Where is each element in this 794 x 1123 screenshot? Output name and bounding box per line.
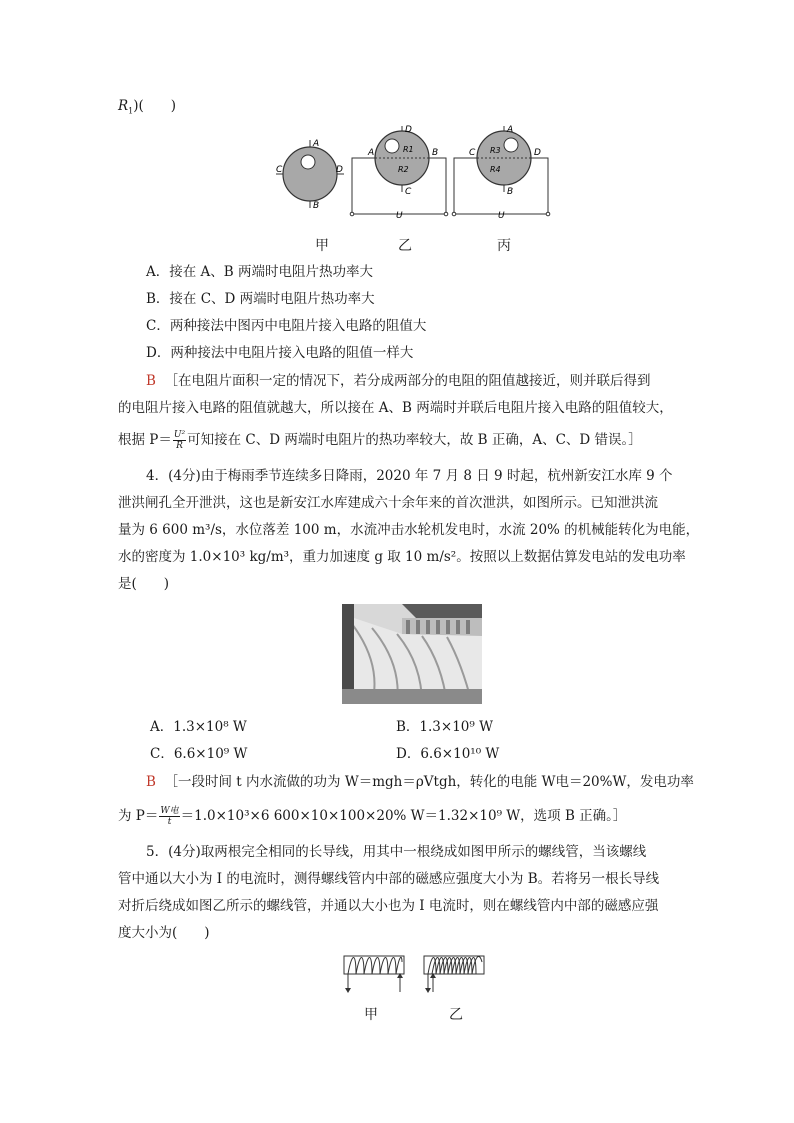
q5-line-3: 对折后绕成如图乙所示的螺线管，并通以大小也为 I 电流时，则在螺线管内中部的磁感应强 xyxy=(118,898,659,914)
label-d-yi: D xyxy=(405,125,412,135)
label-a-bing: A xyxy=(507,125,514,135)
q3-option-d: D．两种接法中电阻片接入电路的阻值一样大 xyxy=(146,345,414,361)
q5-caption-jia: 甲 xyxy=(364,1007,378,1023)
q3-explanation-1 xyxy=(146,371,651,391)
hole-bing xyxy=(504,138,518,152)
label-c-yi: C xyxy=(405,187,412,197)
q4-explanation-pre: 为 P＝ xyxy=(118,808,159,824)
q3-fraction xyxy=(173,430,186,451)
coil-jia xyxy=(348,957,402,974)
q4-fraction xyxy=(159,806,179,827)
q4-option-c: C．6.6×10⁹ W xyxy=(150,746,248,762)
label-b: B xyxy=(313,201,320,211)
q4-line-1: 4．(4分)由于梅雨季节连续多日降雨，2020 年 7 月 8 日 9 时起，杭州新安江水库 9 个 xyxy=(146,468,673,484)
label-u-bing: U xyxy=(498,211,505,221)
q3-explanation-3 xyxy=(118,430,642,451)
dam-spillway-photo xyxy=(342,604,482,704)
figure-yi xyxy=(350,125,448,221)
stub-sub: 1 xyxy=(128,106,134,116)
label-b-bing: B xyxy=(507,187,514,197)
caption-jia: 甲 xyxy=(315,238,329,254)
q3-explanation-pre: 根据 P＝ xyxy=(118,432,172,448)
q4-option-b: B．1.3×10⁹ W xyxy=(396,719,493,735)
terminal-right-yi xyxy=(444,212,448,216)
label-r2: R2 xyxy=(398,165,409,174)
stub-label: R xyxy=(118,98,129,114)
q3-option-a: A．接在 A、B 两端时电阻片热功率大 xyxy=(146,264,374,280)
q3-option-b: B．接在 C、D 两端时电阻片热功率大 xyxy=(146,291,375,307)
q4-answer-letter: B xyxy=(146,774,156,790)
terminal-right-bing xyxy=(546,212,550,216)
q3-option-c: C．两种接法中图丙中电阻片接入电路的阻值大 xyxy=(146,318,427,334)
label-u-yi: U xyxy=(396,211,403,221)
label-c: C xyxy=(276,165,283,175)
label-a: A xyxy=(313,139,320,149)
q4-explanation-post: ＝1.0×10³×6 600×10×100×20% W＝1.32×10⁹ W，选项 B 正确。］ xyxy=(180,808,627,824)
arrow-in-yi xyxy=(425,988,431,993)
q5-line-2: 管中通以大小为 I 的电流时，测得螺线管内中部的磁感应强度大小为 B。若将另一根长导线 xyxy=(118,871,660,887)
q4-line-4: 水的密度为 1.0×10³ kg/m³，重力加速度 g 取 10 m/s²。按照以上数据估算发电站的发电功率 xyxy=(118,549,686,565)
stub-tail: )( ) xyxy=(133,98,177,114)
caption-bing: 丙 xyxy=(497,238,511,254)
label-r1: R1 xyxy=(403,145,414,154)
q3-explanation-text-1: ［在电阻片面积一定的情况下，若分成两部分的电阻的阻值越接近，则并联后得到 xyxy=(164,373,651,389)
label-d: D xyxy=(336,165,343,175)
question-stub xyxy=(118,96,176,122)
label-d-bing: D xyxy=(534,148,541,158)
solenoid-figure xyxy=(338,950,498,1000)
q4-line-2: 泄洪闸孔全开泄洪，这也是新安江水库建成六十余年来的首次泄洪，如图所示。已知泄洪流 xyxy=(118,495,658,511)
q5-caption-yi: 乙 xyxy=(449,1007,463,1023)
q3-explanation-post: 可知接在 C、D 两端时电阻片的热功率较大，故 B 正确，A、C、D 错误。］ xyxy=(187,432,642,448)
q5-line-4: 度大小为( ) xyxy=(118,925,210,941)
q3-frac-den: R xyxy=(176,441,183,451)
hole-jia xyxy=(301,155,315,169)
q5-line-1: 5．(4分)取两根完全相同的长导线，用其中一根绕成如图甲所示的螺线管，当该螺线 xyxy=(146,844,647,860)
terminal-left-yi xyxy=(350,212,354,216)
q4-frac-den: t xyxy=(167,817,172,827)
arrow-in-jia xyxy=(345,988,351,993)
q4-explanation-1 xyxy=(146,772,694,792)
q4-explanation-2 xyxy=(118,806,626,827)
q4-frac-num: W电 xyxy=(160,806,179,816)
hole-yi xyxy=(385,139,399,153)
q3-answer-letter: B xyxy=(146,373,156,389)
solenoid-jia xyxy=(344,956,404,993)
q4-line-3: 量为 6 600 m³/s，水位落差 100 m，水流冲击水轮机发电时，水流 20% 的机械能转化为电能， xyxy=(118,522,700,538)
label-b-yi: B xyxy=(432,148,439,158)
q4-line-5: 是( ) xyxy=(118,576,170,592)
label-r4: R4 xyxy=(490,165,501,174)
figure-bing xyxy=(452,125,550,221)
resistor-figure xyxy=(270,122,560,222)
q3-explanation-2: 的电阻片接入电路的阻值就越大，所以接在 A、B 两端时并联后电阻片接入电路的阻值较大， xyxy=(118,400,673,416)
q4-explanation-text-1: ［一段时间 t 内水流做的功为 W＝mgh＝ρVtgh，转化的电能 W电＝20%W，发电功率 xyxy=(164,774,694,790)
label-r3: R3 xyxy=(490,146,501,155)
dam-photo-drawing xyxy=(342,604,482,704)
label-c-bing: C xyxy=(469,148,476,158)
river xyxy=(342,689,482,704)
caption-yi: 乙 xyxy=(398,238,412,254)
q3-frac-num: U² xyxy=(173,430,186,440)
terminal-left-bing xyxy=(452,212,456,216)
figure-jia xyxy=(276,139,344,211)
q4-option-a: A．1.3×10⁸ W xyxy=(150,719,247,735)
label-a-yi: A xyxy=(368,148,375,158)
q4-option-d: D．6.6×10¹⁰ W xyxy=(396,746,500,762)
solenoid-yi xyxy=(424,956,484,993)
